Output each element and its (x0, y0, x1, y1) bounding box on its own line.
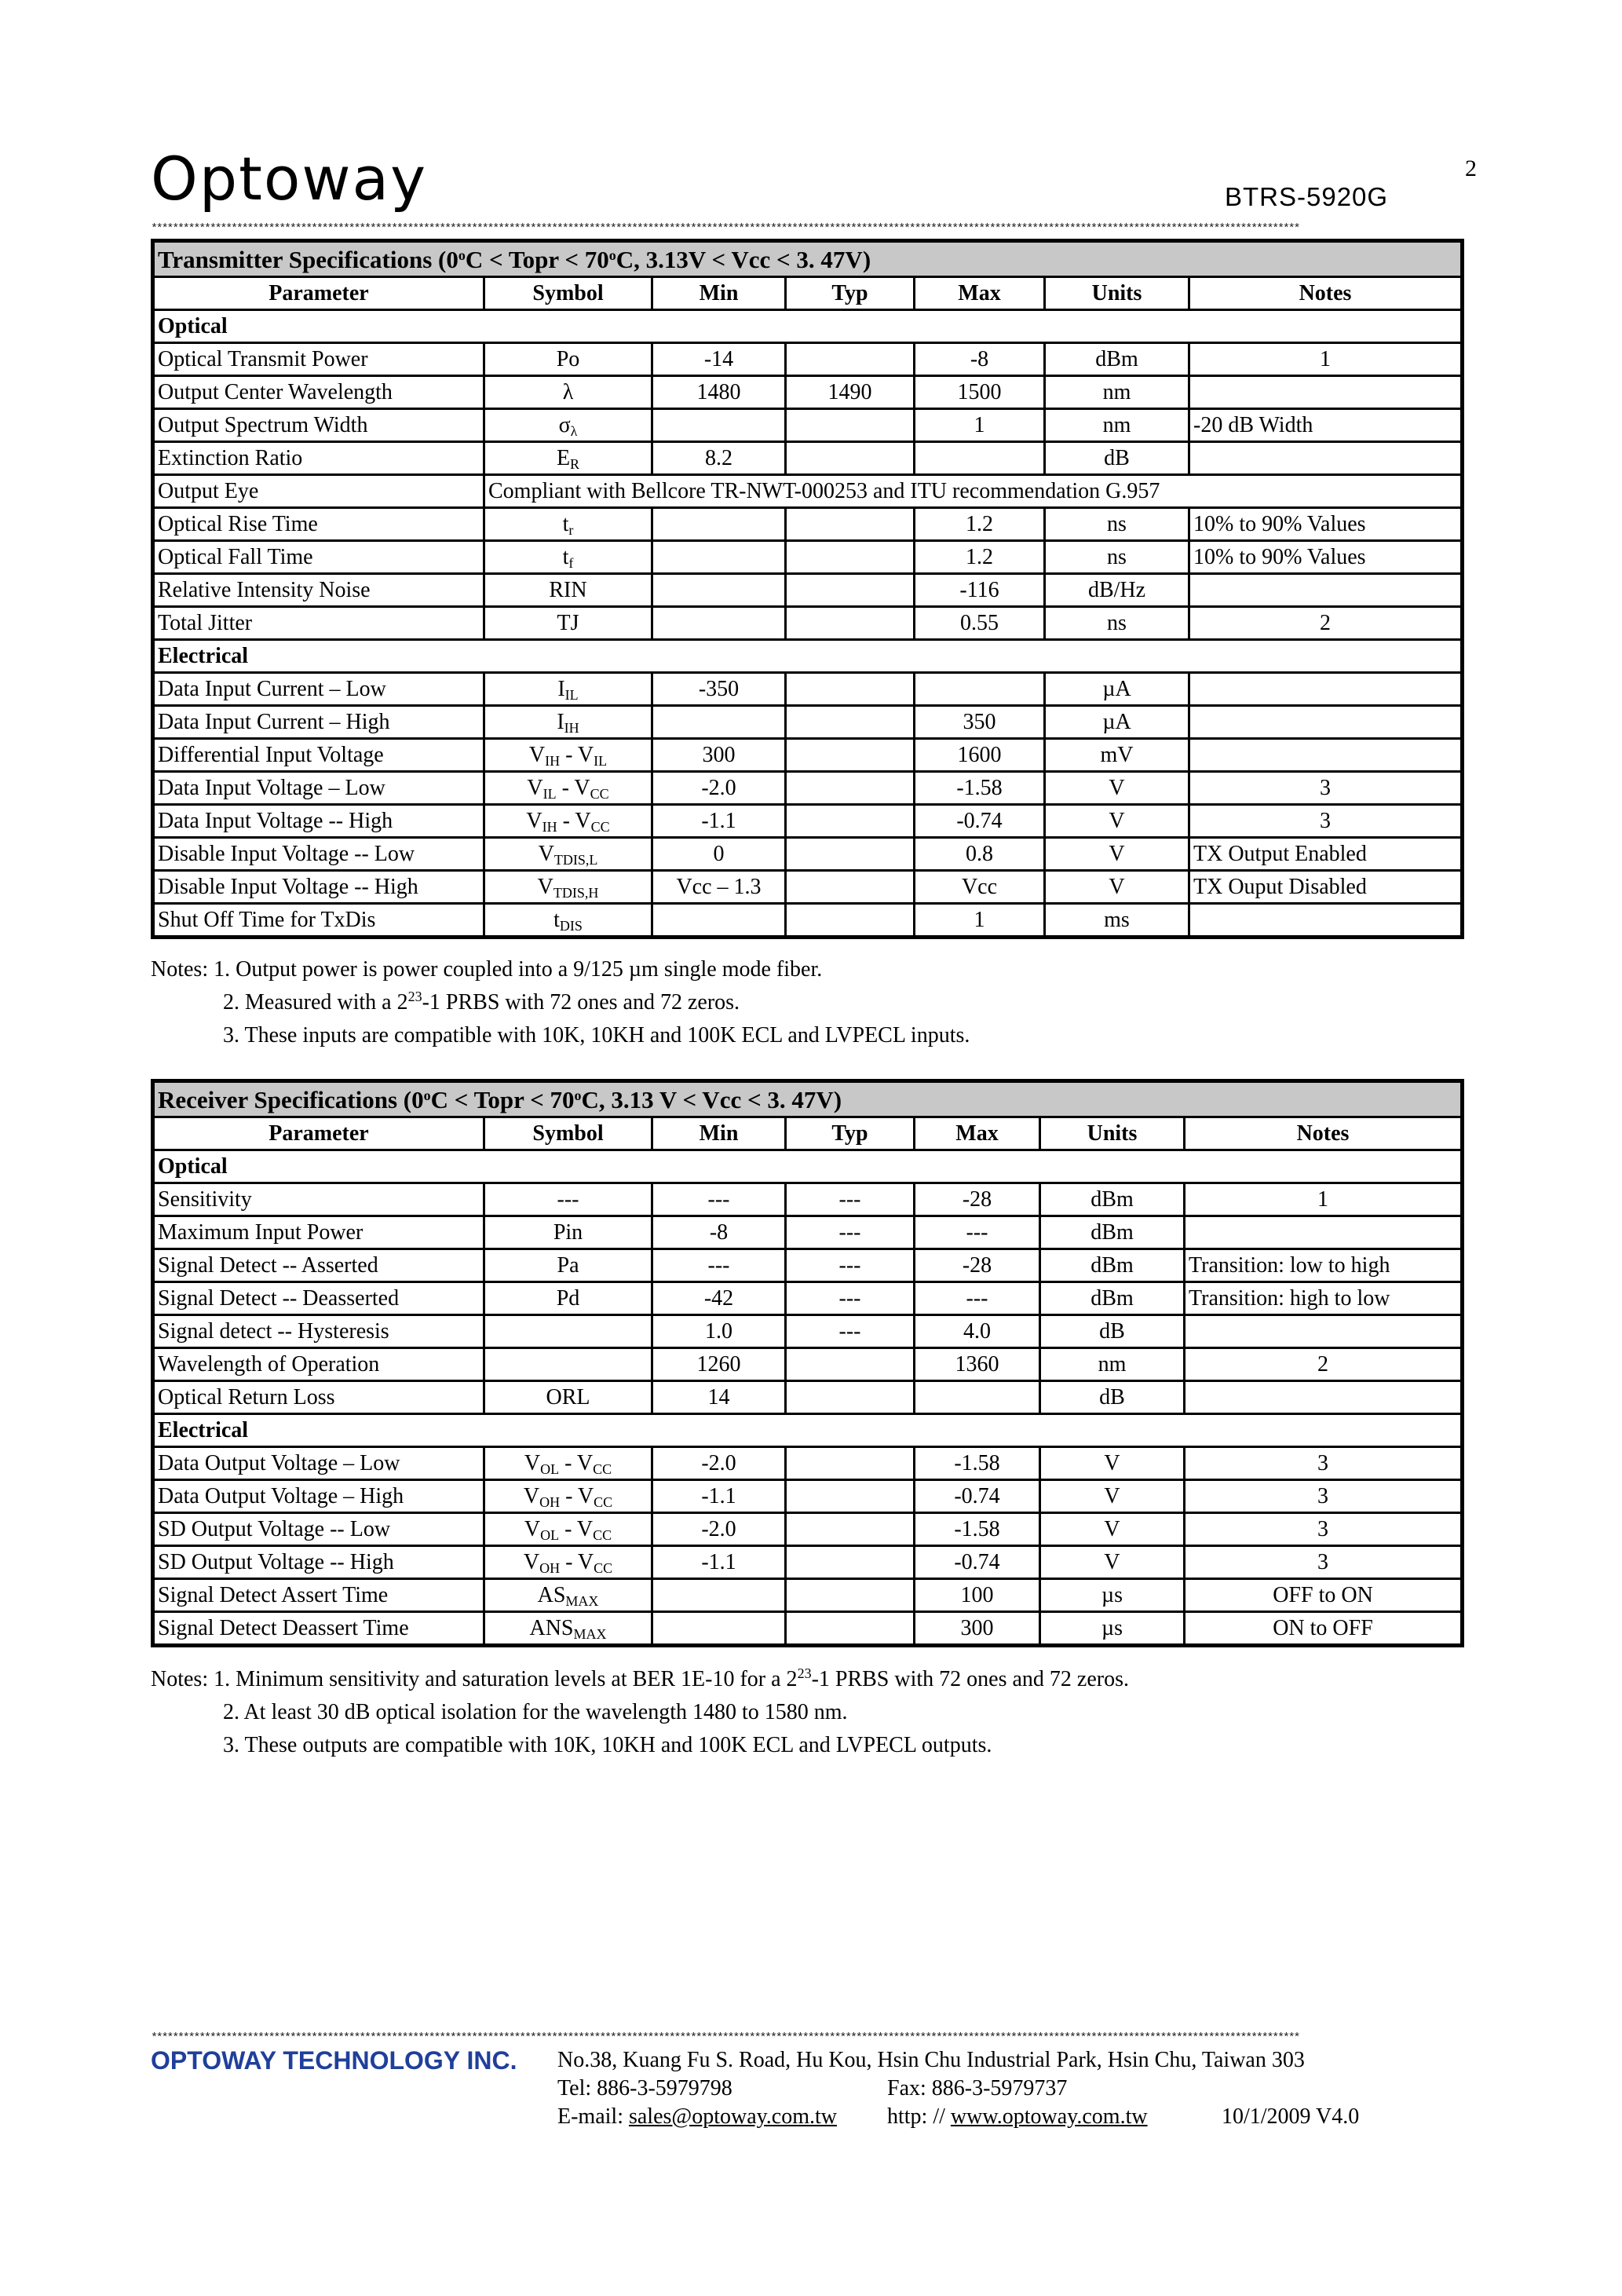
min-cell (652, 706, 786, 739)
output-eye-compliance-cell: Compliant with Bellcore TR-NWT-000253 and ITU recommendation G.957 (484, 475, 1463, 508)
col-header-typ: Typ (786, 1117, 915, 1150)
units-cell: µA (1045, 706, 1189, 739)
symbol-cell: $\sigma_\lambda$ (484, 409, 652, 442)
units-cell: dB/Hz (1045, 574, 1189, 607)
units-cell: V (1040, 1447, 1185, 1480)
table-row (153, 1447, 1463, 1480)
max-cell: Vcc (915, 871, 1045, 904)
notes-cell: TX Ouput Disabled (1189, 871, 1463, 904)
max-cell: 1.2 (915, 508, 1045, 541)
notes-cell: 2 (1189, 607, 1463, 640)
table-row (153, 1612, 1463, 1646)
typ-cell (786, 343, 915, 376)
param-cell: Data Output Voltage – Low (153, 1447, 484, 1480)
table-row (153, 541, 1463, 574)
page-number: 2 (1465, 155, 1477, 181)
tx-note-3: 3. These inputs are compatible with 10K, 10KH and 100K ECL and LVPECL inputs. (223, 1023, 970, 1047)
table-row (153, 673, 1463, 706)
footer-email-link[interactable]: sales@optoway.com.tw (628, 2104, 838, 2129)
max-cell: -28 (915, 1183, 1040, 1216)
units-cell: nm (1045, 409, 1189, 442)
min-cell: -1.1 (652, 1480, 786, 1513)
param-cell: Disable Input Voltage -- High (153, 871, 484, 904)
min-cell: Vcc – 1.3 (652, 871, 786, 904)
symbol-cell: $V_{IH} - V_{CC}$ (484, 805, 652, 838)
col-header-max: Max (915, 277, 1045, 310)
symbol-cell: $V_{TDIS,H}$ (484, 871, 652, 904)
max-cell: 0.55 (915, 607, 1045, 640)
min-cell: -14 (652, 343, 786, 376)
min-cell: 14 (652, 1381, 786, 1414)
min-cell: 8.2 (652, 442, 786, 475)
typ-cell (786, 607, 915, 640)
typ-cell (786, 1579, 915, 1612)
table-row (153, 508, 1463, 541)
notes-cell (1189, 706, 1463, 739)
max-cell (915, 442, 1045, 475)
notes-cell (1189, 673, 1463, 706)
rx-note-2: 2. At least 30 dB optical isolation for the wavelength 1480 to 1580 nm. (223, 1700, 848, 1724)
footer-address: No.38, Kuang Fu S. Road, Hu Kou, Hsin Chu Industrial Park, Hsin Chu, Taiwan 303 (557, 2048, 1305, 2072)
units-cell: nm (1045, 376, 1189, 409)
notes-cell: -20 dB Width (1189, 409, 1463, 442)
table-row (153, 1216, 1463, 1249)
typ-cell (786, 772, 915, 805)
table-row (153, 607, 1463, 640)
typ-cell (786, 574, 915, 607)
units-cell: V (1040, 1546, 1185, 1579)
units-cell: dBm (1040, 1183, 1185, 1216)
min-cell: -8 (652, 1216, 786, 1249)
units-cell: dBm (1040, 1249, 1185, 1282)
typ-cell (786, 1381, 915, 1414)
max-cell: 1360 (915, 1348, 1040, 1381)
notes-cell: 3 (1189, 772, 1463, 805)
min-cell: 1480 (652, 376, 786, 409)
param-cell: Data Output Voltage – High (153, 1480, 484, 1513)
units-cell: V (1045, 805, 1189, 838)
typ-cell (786, 508, 915, 541)
param-cell: Sensitivity (153, 1183, 484, 1216)
symbol-cell: $I_{IL}$ (484, 673, 652, 706)
param-cell: Maximum Input Power (153, 1216, 484, 1249)
typ-cell (786, 1612, 915, 1646)
symbol-cell: $t_{DIS}$ (484, 904, 652, 938)
table-row (153, 904, 1463, 938)
typ-cell (786, 1348, 915, 1381)
symbol-cell: $t_r$ (484, 508, 652, 541)
symbol-cell: $V_{IL} - V_{CC}$ (484, 772, 652, 805)
max-cell: --- (915, 1216, 1040, 1249)
typ-cell: --- (786, 1249, 915, 1282)
typ-cell (786, 541, 915, 574)
param-cell: Optical Return Loss (153, 1381, 484, 1414)
min-cell (652, 508, 786, 541)
max-cell: 100 (915, 1579, 1040, 1612)
param-cell: Data Input Current – Low (153, 673, 484, 706)
max-cell: 1600 (915, 739, 1045, 772)
notes-cell: 3 (1185, 1546, 1463, 1579)
table-row (153, 442, 1463, 475)
typ-cell: --- (786, 1282, 915, 1315)
units-cell: nm (1040, 1348, 1185, 1381)
typ-cell (786, 805, 915, 838)
units-cell: dB (1040, 1381, 1185, 1414)
typ-cell (786, 706, 915, 739)
symbol-cell: $V_{OL} - V_{CC}$ (484, 1513, 652, 1546)
max-cell (915, 1381, 1040, 1414)
min-cell (652, 1612, 786, 1646)
receiver-title: Receiver Specifications ($0^oC$ < Topr < $70^oC$, 3.13 V < Vcc < 3. 47V) (153, 1081, 1463, 1117)
units-cell: V (1045, 772, 1189, 805)
footer-date-version: 10/1/2009 V4.0 (1222, 2104, 1360, 2129)
symbol-cell: $ANS_{MAX}$ (484, 1612, 652, 1646)
max-cell (915, 673, 1045, 706)
typ-cell: --- (786, 1216, 915, 1249)
table-row (153, 871, 1463, 904)
param-cell: Signal Detect -- Deasserted (153, 1282, 484, 1315)
notes-cell (1189, 574, 1463, 607)
units-cell: dBm (1045, 343, 1189, 376)
table-row (153, 772, 1463, 805)
table-row (153, 1513, 1463, 1546)
min-cell: --- (652, 1183, 786, 1216)
param-cell: SD Output Voltage -- Low (153, 1513, 484, 1546)
typ-cell (786, 1447, 915, 1480)
min-cell: 1260 (652, 1348, 786, 1381)
symbol-cell: $V_{OH} - V_{CC}$ (484, 1546, 652, 1579)
rx-note-1: Notes: 1. Minimum sensitivity and saturation levels at BER 1E-10 for a $2^{23}-1$ PRBS with 72 ones and 72 zeros. (151, 1665, 1129, 1691)
notes-cell: ON to OFF (1185, 1612, 1463, 1646)
max-cell: -1.58 (915, 772, 1045, 805)
notes-cell: 2 (1185, 1348, 1463, 1381)
min-cell (652, 409, 786, 442)
param-cell: Optical Fall Time (153, 541, 484, 574)
typ-cell (786, 871, 915, 904)
symbol-cell: TJ (484, 607, 652, 640)
notes-cell (1185, 1216, 1463, 1249)
tx-note-2: 2. Measured with a $2^{23}-1$ PRBS with 72 ones and 72 zeros. (223, 989, 740, 1015)
notes-cell (1189, 904, 1463, 938)
min-cell: -1.1 (652, 805, 786, 838)
receiver-spec-table (151, 1079, 1464, 1647)
units-cell: µA (1045, 673, 1189, 706)
tx-note-1: Notes: 1. Output power is power coupled into a 9/125 µm single mode fiber. (151, 957, 823, 982)
notes-cell (1189, 376, 1463, 409)
transmitter-title: Transmitter Specifications ($0^oC$ < Topr < $70^oC$, 3.13V < Vcc < 3. 47V) (153, 241, 1463, 277)
typ-cell: 1490 (786, 376, 915, 409)
max-cell: 1.2 (915, 541, 1045, 574)
symbol-cell: $t_f$ (484, 541, 652, 574)
min-cell: --- (652, 1249, 786, 1282)
symbol-cell: $E_R$ (484, 442, 652, 475)
param-cell: Signal Detect -- Asserted (153, 1249, 484, 1282)
footer-web-row (557, 2103, 1360, 2131)
units-cell: V (1045, 871, 1189, 904)
param-cell: Shut Off Time for TxDis (153, 904, 484, 938)
rx-note-3: 3. These outputs are compatible with 10K, 10KH and 100K ECL and LVPECL outputs. (223, 1733, 992, 1757)
section-electrical: Electrical (153, 640, 1463, 673)
table-row (153, 1249, 1463, 1282)
param-cell: Output Center Wavelength (153, 376, 484, 409)
table-row (153, 1282, 1463, 1315)
param-cell: Optical Rise Time (153, 508, 484, 541)
param-cell: Differential Input Voltage (153, 739, 484, 772)
col-header-max: Max (915, 1117, 1040, 1150)
notes-cell: 3 (1189, 805, 1463, 838)
param-cell: Signal Detect Deassert Time (153, 1612, 484, 1646)
max-cell: 1 (915, 904, 1045, 938)
min-cell: -1.1 (652, 1546, 786, 1579)
col-header-min: Min (652, 1117, 786, 1150)
units-cell: V (1040, 1513, 1185, 1546)
col-header-notes: Notes (1185, 1117, 1463, 1150)
typ-cell: --- (786, 1183, 915, 1216)
model-number: BTRS-5920G (1225, 182, 1389, 211)
col-header-min: Min (652, 277, 786, 310)
table-row (153, 1381, 1463, 1414)
symbol-cell (484, 1315, 652, 1348)
min-cell (652, 1579, 786, 1612)
max-cell: -0.74 (915, 1546, 1040, 1579)
header-divider: *********************************************************************************************************************************************************************************************************************** (151, 223, 1299, 235)
footer-company-name: OPTOWAY TECHNOLOGY INC. (151, 2046, 517, 2075)
typ-cell: --- (786, 1315, 915, 1348)
param-cell: Data Input Voltage – Low (153, 772, 484, 805)
typ-cell (786, 442, 915, 475)
symbol-cell: $V_{TDIS,L}$ (484, 838, 652, 871)
notes-cell (1185, 1315, 1463, 1348)
footer-email-label: E-mail: (557, 2104, 629, 2129)
table-row (153, 1480, 1463, 1513)
notes-cell: 3 (1185, 1480, 1463, 1513)
notes-cell: TX Output Enabled (1189, 838, 1463, 871)
section-optical: Optical (153, 1150, 1463, 1183)
notes-cell: OFF to ON (1185, 1579, 1463, 1612)
typ-cell (786, 1513, 915, 1546)
symbol-cell: ORL (484, 1381, 652, 1414)
symbol-cell: RIN (484, 574, 652, 607)
units-cell: µs (1040, 1612, 1185, 1646)
param-cell: Optical Transmit Power (153, 343, 484, 376)
min-cell (652, 904, 786, 938)
param-cell: SD Output Voltage -- High (153, 1546, 484, 1579)
min-cell: -2.0 (652, 1513, 786, 1546)
typ-cell (786, 673, 915, 706)
param-cell: Disable Input Voltage -- Low (153, 838, 484, 871)
section-electrical: Electrical (153, 1414, 1463, 1447)
param-cell: Signal detect -- Hysteresis (153, 1315, 484, 1348)
min-cell: -2.0 (652, 772, 786, 805)
units-cell: ns (1045, 541, 1189, 574)
max-cell: 1 (915, 409, 1045, 442)
units-cell: dBm (1040, 1282, 1185, 1315)
param-cell: Data Input Voltage -- High (153, 805, 484, 838)
notes-cell: 10% to 90% Values (1189, 508, 1463, 541)
param-cell: Total Jitter (153, 607, 484, 640)
table-row (153, 574, 1463, 607)
max-cell: -116 (915, 574, 1045, 607)
symbol-cell (484, 1348, 652, 1381)
table-row (153, 739, 1463, 772)
col-header-notes: Notes (1189, 277, 1463, 310)
units-cell: dB (1040, 1315, 1185, 1348)
col-header-symbol: Symbol (484, 1117, 652, 1150)
table-row (153, 343, 1463, 376)
footer-http-label: http: // (887, 2104, 951, 2129)
symbol-cell: $AS_{MAX}$ (484, 1579, 652, 1612)
units-cell: ms (1045, 904, 1189, 938)
table-row (153, 838, 1463, 871)
typ-cell (786, 739, 915, 772)
section-optical: Optical (153, 310, 1463, 343)
footer-website-link[interactable]: www.optoway.com.tw (950, 2104, 1148, 2129)
col-header-units: Units (1045, 277, 1189, 310)
param-cell: Output Eye (153, 475, 484, 508)
symbol-cell: $V_{OH} - V_{CC}$ (484, 1480, 652, 1513)
symbol-cell: --- (484, 1183, 652, 1216)
param-cell: Extinction Ratio (153, 442, 484, 475)
max-cell: -28 (915, 1249, 1040, 1282)
company-logo: Optoway (151, 144, 428, 214)
symbol-cell: $V_{IH} - V_{IL}$ (484, 739, 652, 772)
units-cell: dB (1045, 442, 1189, 475)
col-header-typ: Typ (786, 277, 915, 310)
footer-contact-block (557, 2046, 1360, 2131)
max-cell: -8 (915, 343, 1045, 376)
min-cell (652, 574, 786, 607)
param-cell: Signal Detect Assert Time (153, 1579, 484, 1612)
footer-divider: *********************************************************************************************************************************************************************************************************************** (151, 2032, 1299, 2044)
notes-cell: Transition: low to high (1185, 1249, 1463, 1282)
typ-cell (786, 409, 915, 442)
table-row (153, 805, 1463, 838)
typ-cell (786, 1546, 915, 1579)
notes-cell: 3 (1185, 1513, 1463, 1546)
table-row (153, 475, 1463, 508)
param-cell: Wavelength of Operation (153, 1348, 484, 1381)
table-row (153, 376, 1463, 409)
max-cell: 300 (915, 1612, 1040, 1646)
table-row (153, 1546, 1463, 1579)
col-header-parameter: Parameter (153, 277, 484, 310)
symbol-cell: Pa (484, 1249, 652, 1282)
max-cell: 350 (915, 706, 1045, 739)
min-cell: 300 (652, 739, 786, 772)
symbol-cell: λ (484, 376, 652, 409)
units-cell: µs (1040, 1579, 1185, 1612)
max-cell: --- (915, 1282, 1040, 1315)
units-cell: mV (1045, 739, 1189, 772)
symbol-cell: Pin (484, 1216, 652, 1249)
transmitter-notes (151, 953, 970, 1052)
table-row (153, 409, 1463, 442)
notes-cell (1185, 1381, 1463, 1414)
max-cell: -0.74 (915, 1480, 1040, 1513)
table-row (153, 1579, 1463, 1612)
units-cell: ns (1045, 607, 1189, 640)
notes-cell: 1 (1185, 1183, 1463, 1216)
units-cell: V (1045, 838, 1189, 871)
min-cell (652, 541, 786, 574)
footer-http-group (887, 2103, 1148, 2131)
min-cell: -42 (652, 1282, 786, 1315)
symbol-cell: Pd (484, 1282, 652, 1315)
units-cell: ns (1045, 508, 1189, 541)
table-row (153, 1348, 1463, 1381)
max-cell: 4.0 (915, 1315, 1040, 1348)
col-header-symbol: Symbol (484, 277, 652, 310)
min-cell: 0 (652, 838, 786, 871)
typ-cell (786, 838, 915, 871)
notes-cell: 3 (1185, 1447, 1463, 1480)
notes-cell (1189, 739, 1463, 772)
units-cell: dBm (1040, 1216, 1185, 1249)
col-header-units: Units (1040, 1117, 1185, 1150)
min-cell (652, 607, 786, 640)
transmitter-spec-table (151, 239, 1464, 939)
typ-cell (786, 1480, 915, 1513)
min-cell: -350 (652, 673, 786, 706)
notes-cell: Transition: high to low (1185, 1282, 1463, 1315)
units-cell: V (1040, 1480, 1185, 1513)
symbol-cell: Po (484, 343, 652, 376)
max-cell: -1.58 (915, 1447, 1040, 1480)
param-cell: Output Spectrum Width (153, 409, 484, 442)
min-cell: -2.0 (652, 1447, 786, 1480)
receiver-notes (151, 1663, 1129, 1762)
max-cell: -0.74 (915, 805, 1045, 838)
footer-tel: Tel: 886-3-5979798 (557, 2076, 732, 2100)
table-row (153, 1183, 1463, 1216)
max-cell: -1.58 (915, 1513, 1040, 1546)
param-cell: Relative Intensity Noise (153, 574, 484, 607)
max-cell: 0.8 (915, 838, 1045, 871)
footer-fax: Fax: 886-3-5979737 (887, 2076, 1068, 2100)
min-cell: 1.0 (652, 1315, 786, 1348)
param-cell: Data Input Current – High (153, 706, 484, 739)
table-row (153, 1315, 1463, 1348)
symbol-cell: $I_{IH}$ (484, 706, 652, 739)
max-cell: 1500 (915, 376, 1045, 409)
notes-cell: 1 (1189, 343, 1463, 376)
col-header-parameter: Parameter (153, 1117, 484, 1150)
notes-cell (1189, 442, 1463, 475)
table-row (153, 706, 1463, 739)
footer-phone-row (557, 2075, 1305, 2103)
symbol-cell: $V_{OL} - V_{CC}$ (484, 1447, 652, 1480)
notes-cell: 10% to 90% Values (1189, 541, 1463, 574)
typ-cell (786, 904, 915, 938)
